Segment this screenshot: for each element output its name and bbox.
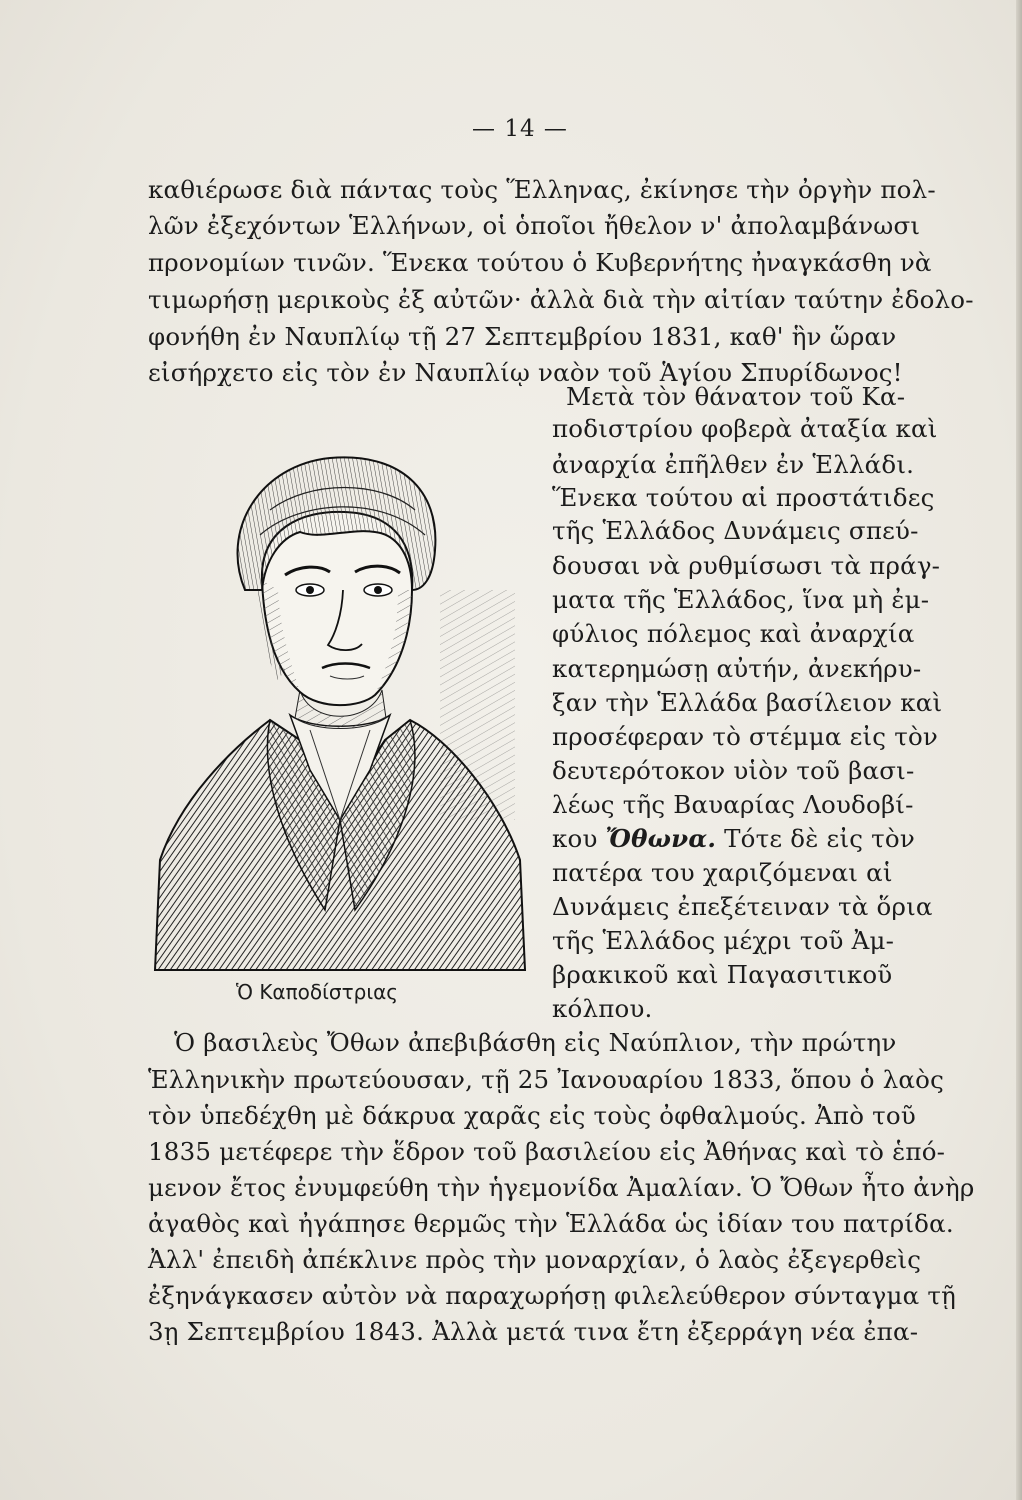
- text-line: φονήθη ἐν Ναυπλίῳ τῇ 27 Σεπτεμβρίου 1831, καθ' ἣν ὥραν: [148, 322, 897, 351]
- text-line: Ἑλληνικὴν πρωτεύουσαν, τῇ 25 Ἰανουαρίου 1833, ὅπου ὁ λαὸς: [148, 1065, 945, 1094]
- text-line: 1835 μετέφερε τὴν ἕδρον τοῦ βασιλείου εἰς Ἀθήνας καὶ τὸ ἑπό-: [148, 1137, 946, 1166]
- text-line: εἰσήρχετο εἰς τὸν ἐν Ναυπλίῳ ναὸν τοῦ Ἁγίου Σπυρίδωνος!: [148, 358, 903, 387]
- text-line: προνομίων τινῶν. Ἕνεκα τούτου ὁ Κυβερνήτης ἠναγκάσθη νὰ: [148, 248, 932, 277]
- text-line: [552, 824, 915, 856]
- text-line: κόλπου.: [552, 994, 653, 1023]
- text-line: λῶν ἐξεχόντων Ἑλλήνων, οἱ ὁποῖοι ἤθελον ν' ἀπολαμβάνωσι: [148, 211, 921, 240]
- text-line: Μετὰ τὸν θάνατον τοῦ Κα-: [566, 382, 906, 411]
- portrait-engraving: [150, 440, 530, 980]
- text-line: Ἀλλ' ἐπειδὴ ἀπέκλινε πρὸς τὴν μοναρχίαν, ὁ λαὸς ἐξεγερθεὶς: [148, 1245, 922, 1274]
- text-line: Ἕνεκα τούτου αἱ προστάτιδες: [552, 483, 935, 512]
- text-line: λέως τῆς Βαυαρίας Λουδοβί-: [552, 790, 914, 819]
- text-line: 3ῃ Σεπτεμβρίου 1843. Ἀλλὰ μετά τινα ἔτη ἐξερράγη νέα ἐπα-: [148, 1317, 919, 1346]
- text-line: τῆς Ἑλλάδος Δυνάμεις σπεύ-: [552, 516, 919, 545]
- text-line: μενον ἔτος ἐνυμφεύθη τὴν ἡγεμονίδα Ἀμαλίαν. Ὁ Ὄθων ἦτο ἀνὴρ: [148, 1173, 975, 1202]
- text-line: Δυνάμεις ἐπεξέτειναν τὰ ὅρια: [552, 892, 933, 921]
- text-line: φύλιος πόλεμος καὶ ἀναρχία: [552, 619, 915, 648]
- emphasized-name: Ὄθωνα.: [605, 824, 717, 853]
- text-line: τῆς Ἑλλάδος μέχρι τοῦ Ἀμ-: [552, 926, 895, 955]
- text-line: καθιέρωσε διὰ πάντας τοὺς Ἕλληνας, ἐκίνησε τὴν ὀργὴν πολ-: [148, 175, 936, 204]
- text-line: ματα τῆς Ἑλλάδος, ἵνα μὴ ἐμ-: [552, 585, 930, 614]
- text-line: τὸν ὑπεδέχθη μὲ δάκρυα χαρᾶς εἰς τοὺς ὀφθαλμούς. Ἀπὸ τοῦ: [148, 1101, 916, 1130]
- text-line: κατερημώσῃ αὐτήν, ἀνεκήρυ-: [552, 654, 922, 683]
- text-line: πατέρα του χαριζόμεναι αἱ: [552, 858, 893, 887]
- portrait-caption: Ὁ Καποδίστριας: [236, 980, 399, 1004]
- text-line: ἐξηνάγκασεν αὐτὸν νὰ παραχωρήσῃ φιλελεύθερον σύνταγμα τῇ: [148, 1281, 957, 1310]
- text-line: δευτερότοκον υἱὸν τοῦ βασι-: [552, 756, 915, 785]
- text-line: βρακικοῦ καὶ Παγασιτικοῦ: [552, 960, 893, 989]
- text-line: ξαν τὴν Ἑλλάδα βασίλειον καὶ: [552, 688, 943, 717]
- text-segment: κου: [552, 824, 606, 853]
- text-line: ποδιστρίου φοβερὰ ἀταξία καὶ: [552, 414, 938, 443]
- text-line: ἀναρχία ἐπῆλθεν ἐν Ἑλλάδι.: [552, 450, 915, 479]
- page-edge: [1016, 0, 1022, 1500]
- text-line: ἀγαθὸς καὶ ἠγάπησε θερμῶς τὴν Ἑλλάδα ὡς ἰδίαν του πατρίδα.: [148, 1209, 954, 1238]
- text-segment: Τότε δὲ εἰς τὸν: [716, 824, 915, 853]
- page-number: — 14 —: [472, 116, 568, 142]
- text-line: προσέφεραν τὸ στέμμα εἰς τὸν: [552, 722, 938, 751]
- text-line: δουσαι νὰ ρυθμίσωσι τὰ πράγ-: [552, 551, 941, 580]
- text-line: τιμωρήσῃ μερικοὺς ἐξ αὐτῶν· ἀλλὰ διὰ τὴν αἰτίαν ταύτην ἐδολο-: [148, 285, 974, 314]
- text-line: Ὁ βασιλεὺς Ὄθων ἀπεβιβάσθη εἰς Ναύπλιον, τὴν πρώτην: [174, 1028, 897, 1057]
